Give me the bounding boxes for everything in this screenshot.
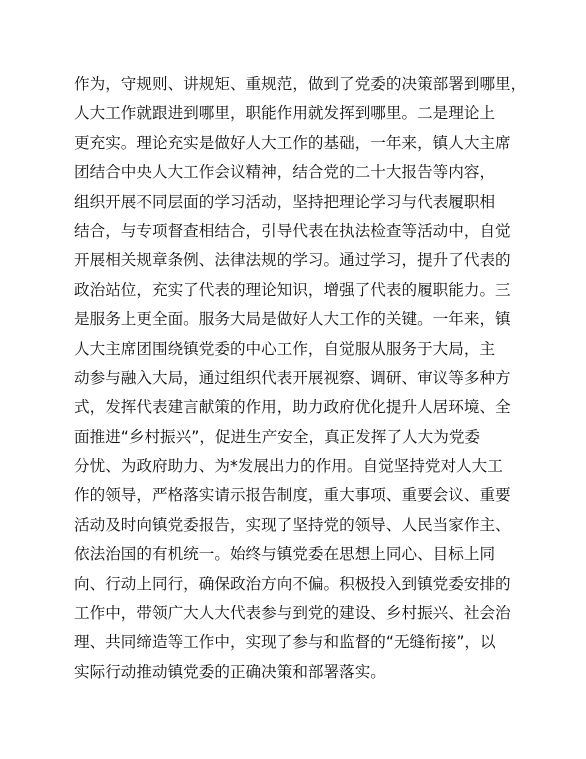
text-line: 工作中，带领广大人大代表参与到党的建设、乡村振兴、社会治	[74, 604, 511, 623]
text-line: 活动及时向镇党委报告，实现了坚持党的领导、人民当家作主、	[74, 515, 511, 534]
text-line: 作的领导，严格落实请示报告制度，重大事项、重要会议、重要	[74, 486, 511, 505]
text-line: 团结合中央人大工作会议精神，结合党的二十大报告等内容，	[74, 163, 496, 182]
text-line: 作为，守规则、讲规矩、重规范，做到了党委的决策部署到哪里，	[74, 75, 527, 93]
text-line: 开展相关规章条例、法律法规的学习。通过学习，提升了代表的	[74, 251, 511, 270]
text-line: 更充实。理论充实是做好人大工作的基础，一年来，镇人大主席	[74, 133, 511, 152]
text-line: 依法治国的有机统一。始终与镇党委在思想上同心、目标上同	[74, 545, 496, 564]
text-line: 是服务上更全面。服务大局是做好人大工作的关键。一年来，镇	[74, 310, 511, 329]
text-line: 动参与融入大局，通过组织代表开展视察、调研、审议等多种方	[74, 368, 511, 387]
text-line: 面推进“乡村振兴”，促进生产安全，真正发挥了人大为党委	[74, 427, 481, 446]
text-line: 组织开展不同层面的学习活动，坚持把理论学习与代表履职相	[74, 192, 496, 211]
text-line: 实际行动推动镇党委的正确决策和部署落实。	[74, 662, 386, 681]
body-paragraph	[74, 70, 534, 687]
text-line: 式，发挥代表建言献策的作用，助力政府优化提升人居环境、全	[74, 398, 511, 417]
text-line: 人大工作就跟进到哪里，职能作用就发挥到哪里。二是理论上	[74, 104, 496, 123]
text-line: 理、共同缔造等工作中，实现了参与和监督的“无缝衔接”，以	[74, 633, 496, 652]
text-line: 人大主席团围绕镇党委的中心工作，自觉服从服务于大局，主	[74, 339, 496, 358]
text-line: 政治站位，充实了代表的理论知识，增强了代表的履职能力。三	[74, 280, 511, 299]
text-line: 结合，与专项督查相结合，引导代表在执法检查等活动中，自觉	[74, 221, 511, 240]
text-line: 分忧、为政府助力、为*发展出力的作用。自觉坚持党对人大工	[74, 457, 503, 476]
text-line: 向、行动上同行，确保政治方向不偏。积极投入到镇党委安排的	[74, 574, 511, 593]
